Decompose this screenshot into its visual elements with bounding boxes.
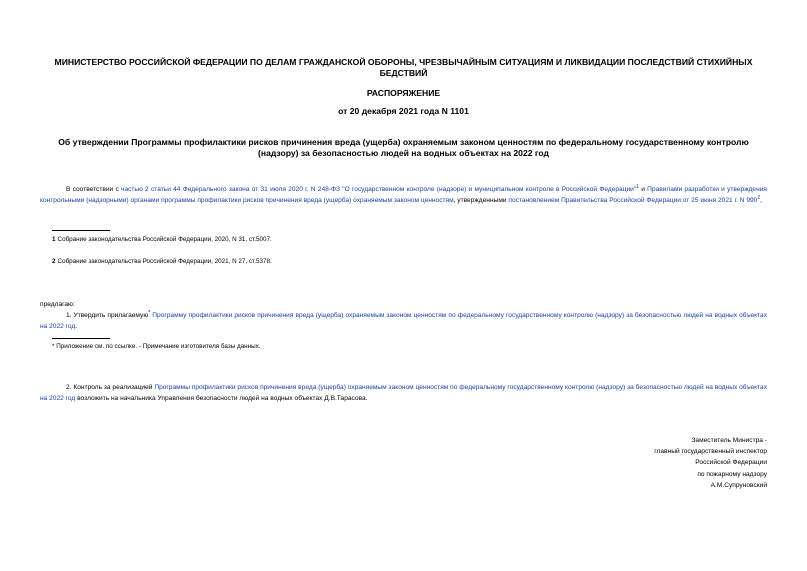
link-federal-law-248[interactable]: частью 2 статьи 44 Федерального закона от 31 июля 2020 г. N 248-ФЗ "О государственном контроле (надзоре) и муниципальном контроле в Российской Федерации": [121, 186, 637, 193]
footnote-2: [52, 257, 272, 266]
item-1-asterisk: *: [148, 309, 151, 316]
footnote-ref-1[interactable]: 1: [636, 183, 639, 190]
signature-line-2: главный государственный инспектор: [654, 448, 767, 456]
link-program-approve[interactable]: Программу профилактики рисков причинения вреда (ущерба) охраняемым законом ценностям по федеральному государственному контролю (надзору) за безопасностью людей на водных объектах на 2022 год: [40, 312, 767, 330]
footnote-1-text: Собрание законодательства Российской Федерации, 2020, N 31, ст.5007.: [57, 236, 272, 243]
item-2-end: возложить на начальника Управления безопасности людей на водных объектах Д.В.Тарасова.: [75, 395, 368, 402]
footnote-1: [52, 235, 272, 244]
footnote-ref-2[interactable]: 2: [757, 194, 761, 201]
ministry-title: МИНИСТЕРСТВО РОССИЙСКОЙ ФЕДЕРАЦИИ ПО ДЕЛАМ ГРАЖДАНСКОЙ ОБОРОНЫ, ЧРЕЗВЫЧАЙНЫМ СИТУАЦИЯМ И ЛИКВИДАЦИИ ПОСЛЕДСТВИЙ СТИХИЙНЫХ БЕДСТВИЙ: [54, 57, 753, 78]
footnote-2-mark: 2: [52, 258, 56, 265]
doc-subject: Об утверждении Программы профилактики рисков причинения вреда (ущерба) охраняемым законом ценностям по федеральному государственному контролю (надзору) за безопасностью людей на водных объектах на 2022 год: [58, 137, 749, 158]
signature-block: [654, 435, 767, 491]
item-1-end: .: [75, 323, 78, 330]
footnote-divider-1: [52, 230, 110, 231]
doc-type-heading: РАСПОРЯЖЕНИЕ: [366, 88, 441, 98]
preamble-text-2: и: [639, 186, 648, 193]
preamble-text-1: В соответствии с: [66, 186, 122, 193]
footnote-2-text: Собрание законодательства Российской Федерации, 2021, N 27, ст.5378.: [57, 258, 272, 265]
doc-date-number: от 20 декабря 2021 года N 1101: [338, 106, 469, 116]
proposes-text: предлагаю:: [40, 301, 75, 308]
footnote-divider-2: [52, 338, 110, 339]
link-program-control[interactable]: Программы профилактики рисков причинения вреда (ущерба) охраняемым законом ценностям по федеральному государственному контролю (надзору) за безопасностью людей на водных объектах на 2022 год: [40, 384, 767, 402]
link-rules[interactable]: Правилами разработки и утверждения контрольными (надзорными) органами программы профилактики рисков причинения вреда (ущерба) охраняемым законом ценностям: [40, 186, 767, 204]
item-1-paragraph: [40, 310, 767, 332]
item-2-paragraph: [40, 382, 767, 404]
signature-line-3: Российской Федерации: [695, 459, 767, 467]
signature-line-1: Заместитель Министра -: [691, 437, 767, 444]
item-2-text: 2. Контроль за реализацией: [66, 384, 155, 391]
signature-line-4: по пожарному надзору: [697, 470, 767, 478]
link-government-decree-990[interactable]: постановлением Правительства Российской Федерации от 25 июня 2021 г. N 990: [508, 197, 758, 204]
signature-name: А.М.Супруновский: [710, 481, 767, 489]
item-1-text: 1. Утвердить прилагаемую: [66, 312, 149, 319]
preamble-paragraph: [40, 184, 767, 206]
footnote-asterisk: * Приложение см. по ссылке. - Примечание изготовителя базы данных.: [52, 343, 261, 350]
footnote-1-mark: 1: [52, 236, 56, 243]
preamble-text-4: ,: [760, 197, 762, 204]
preamble-text-3: , утвержденными: [453, 197, 509, 204]
